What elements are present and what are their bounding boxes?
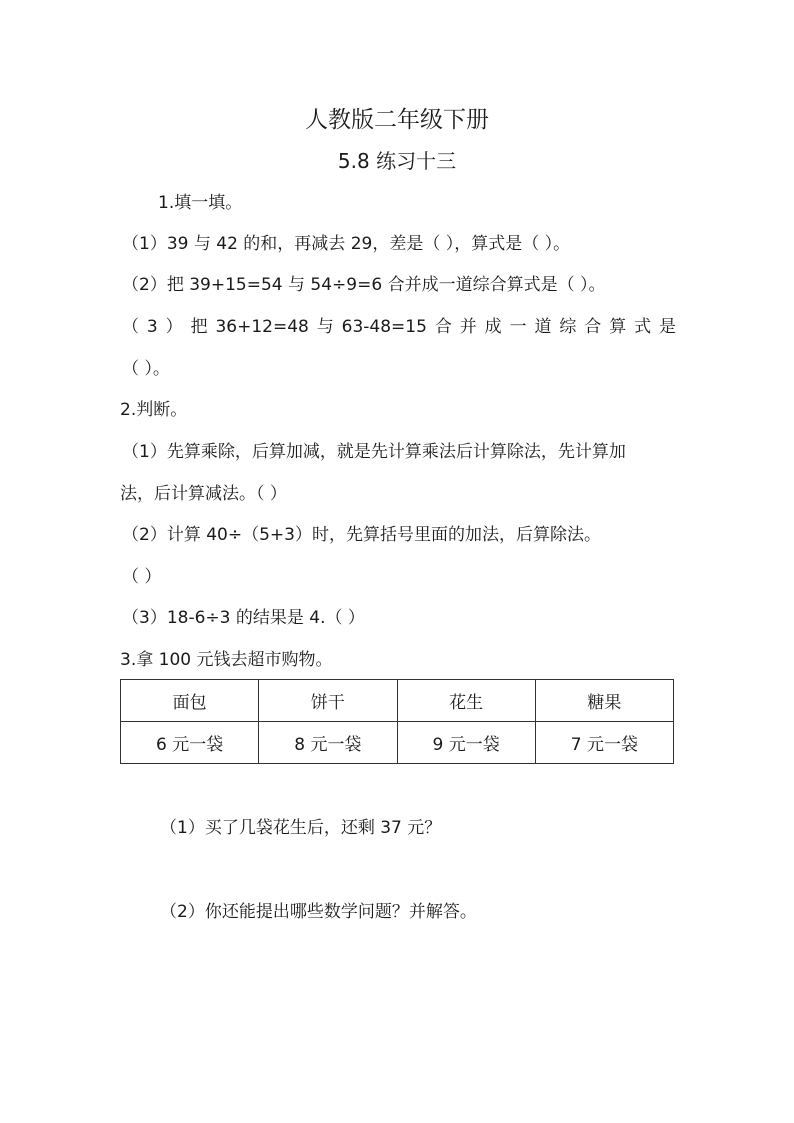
q1-item-3 [122,314,676,340]
q1-item-3-part: （ [122,317,139,337]
q1-heading: 1.填一填。 [158,193,243,213]
q1-item-3-part: 并 [459,317,477,337]
q1-item-3-continuation: （ ）。 [122,359,170,379]
table-cell-item: 饼干 [259,680,397,722]
q1-item-3-part: 成 [484,317,502,337]
q1-item-3-part: ） [165,317,183,337]
q1-item-3-part: 算 [609,317,627,337]
q1-item-3-part: 综 [559,317,577,337]
q2-item-2-line-1: （2）计算 40÷（5+3）时，先算括号里面的加法，后算除法。 [122,525,601,545]
q2-heading: 2.判断。 [120,400,188,420]
q1-item-3-part: 36+12=48 [215,317,309,337]
table-cell-item: 糖果 [535,680,673,722]
price-table [120,679,674,764]
q1-item-3-part: 63-48=15 [341,317,427,337]
q3-sub-2: （2）你还能提出哪些数学问题？并解答。 [160,902,477,922]
q2-item-1-line-2: 法，后计算减法。（ ） [120,484,287,504]
q1-item-3-part: 式 [634,317,652,337]
q1-item-3-part: 合 [434,317,452,337]
table-cell-price: 8 元一袋 [259,722,397,764]
table-cell-item: 面包 [121,680,259,722]
table-cell-price: 9 元一袋 [397,722,535,764]
page-subtitle: 5.8 练习十三 [337,149,457,173]
q2-item-1-line-1: （1）先算乘除，后算加减，就是先计算乘法后计算除法，先计算加 [122,442,626,462]
q3-heading: 3.拿 100 元钱去超市购物。 [120,650,333,670]
table-row [121,722,674,764]
table-cell-item: 花生 [397,680,535,722]
q3-sub-1: （1）买了几袋花生后，还剩 37 元？ [160,818,442,838]
q1-item-3-part: 3 [146,317,158,337]
q1-item-2: （2）把 39+15=54 与 54÷9=6 合并成一道综合算式是（ ）。 [122,275,606,295]
q2-item-2-line-2: （ ） [122,567,162,587]
table-cell-price: 7 元一袋 [535,722,673,764]
q1-item-3-part: 道 [534,317,552,337]
table-row [121,680,674,722]
q1-item-3-part: 合 [584,317,602,337]
q1-item-3-part: 一 [509,317,527,337]
q1-item-1: （1）39 与 42 的和，再减去 29，差是（ ），算式是（ ）。 [122,234,571,254]
page-title: 人教版二年级下册 [305,107,489,133]
q1-item-3-part: 是 [659,317,676,337]
table-cell-price: 6 元一袋 [121,722,259,764]
q2-item-3: （3）18-6÷3 的结果是 4.（ ） [122,608,365,628]
q1-item-3-part: 与 [316,317,334,337]
q1-item-3-part: 把 [190,317,208,337]
